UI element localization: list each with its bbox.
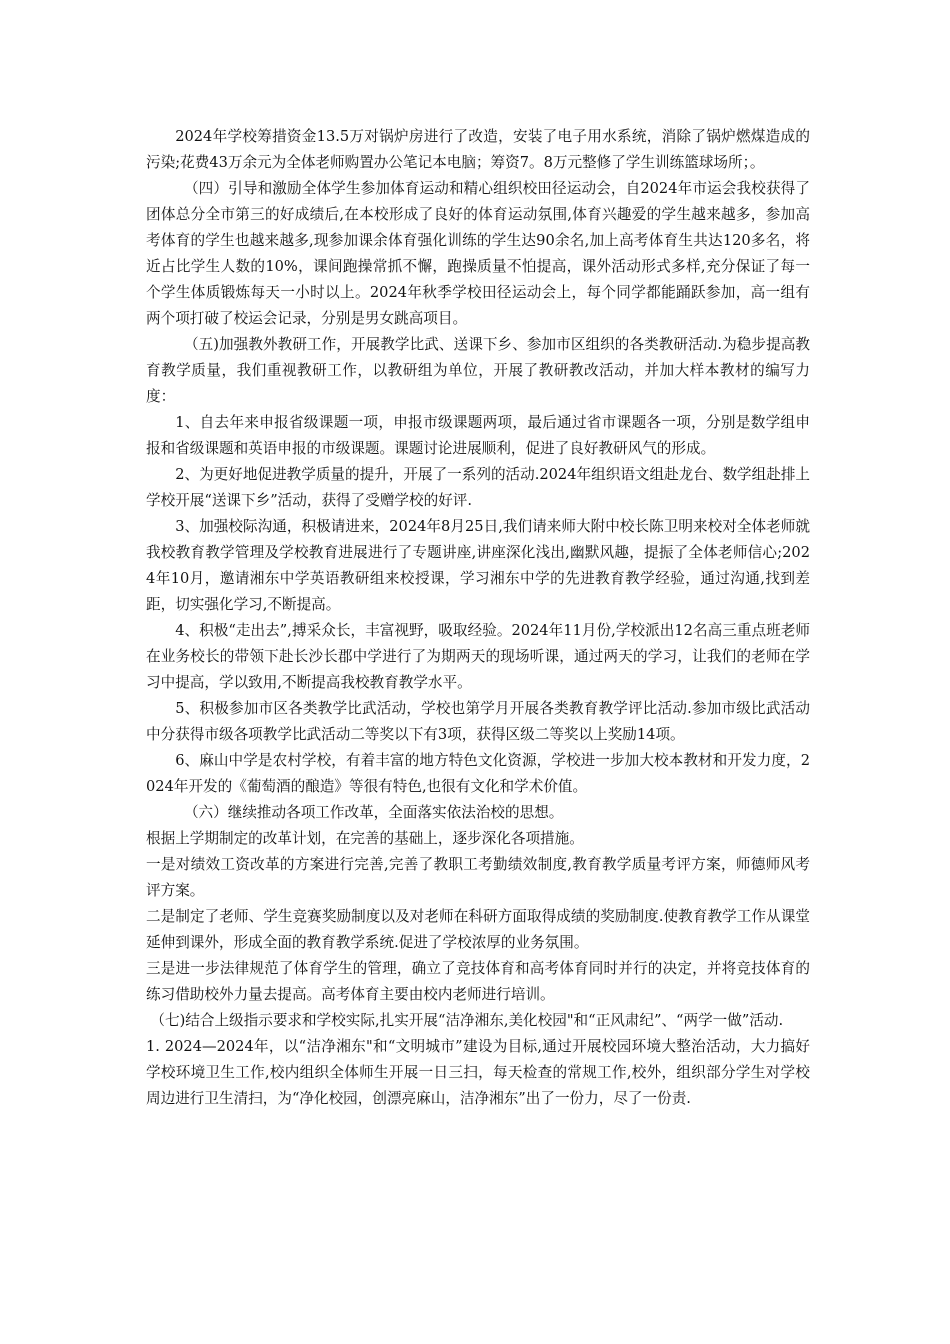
paragraph-reform-1: 一是对绩效工资改革的方案进行完善,完善了教职工考勤绩效制度,教育教学质量考评方案，师德师风考评方案。 <box>146 856 810 899</box>
paragraph-teaching-research: （五)加强教外教研工作，开展教学比武、送课下乡、参加市区组织的各类教研活动.为稳步提高教育教学质量，我们重视教研工作，以教研组为单位，开展了教研教改活动，并加大样本教材的编写力度： <box>146 336 810 405</box>
paragraph-reform-3: 三是进一步法律规范了体育学生的管理，确立了竞技体育和高考体育同时并行的决定，并将竞技体育的练习借助校外力量去提高。高考体育主要由校内老师进行培训。 <box>146 960 810 1003</box>
paragraph-reform-intro: 根据上学期制定的改革计划，在完善的基础上，逐步深化各项措施。 <box>146 830 584 847</box>
paragraph-facilities: 2024年学校筹措资金13.5万对锅炉房进行了改造，安装了电子用水系统，消除了锅炉燃煤造成的污染;花费43万余元为全体老师购置办公笔记本电脑；筹资7。8万元整修了学生训练篮球场所；。 <box>146 128 810 171</box>
document-page <box>146 124 810 1112</box>
paragraph-item-5: 5、积极参加市区各类教学比武活动，学校也第学月开展各类教育教学评比活动.参加市级比武活动中分获得市级各项教学比武活动二等奖以下有3项，获得区级二等奖以上奖励14项。 <box>146 700 810 743</box>
paragraph-reform-heading: （六）继续推动各项工作改革，全面落实依法治校的思想。 <box>183 804 564 821</box>
paragraph-item-6: 6、麻山中学是农村学校，有着丰富的地方特色文化资源，学校进一步加大校本教材和开发力度，2024年开发的《葡萄酒的酿造》等很有特色,也很有文化和学术价值。 <box>146 752 810 795</box>
paragraph-item-4: 4、积极“走出去”,搏采众长，丰富视野，吸取经验。2024年11月份,学校派出12名高三重点班老师在业务校长的带领下赴长沙长郡中学进行了为期两天的现场听课，通过两天的学习，让我们的老师在学习中提高，学以致用,不断提高我校教育教学水平。 <box>146 622 810 691</box>
paragraph-campaign-heading: （七)结合上级指示要求和学校实际,扎实开展“洁净湘东,美化校园"和“正风肃纪”、“两学一做”活动. <box>150 1012 784 1029</box>
paragraph-sports: （四）引导和激励全体学生参加体育运动和精心组织校田径运动会，自2024年市运会我校获得了团体总分全市第三的好成绩后,在本校形成了良好的体育运动氛围,体育兴趣爱的学生越来越多，参加高考体育的学生也越来越多,现参加课余体育强化训练的学生达90余名,加上高考体育生共达120多名，将近占比学生人数的10%，课间跑操常抓不懈，跑操质量不怕提高，课外活动形式多样,充分保证了每一个学生体质锻炼每天一小时以上。2024年秋季学校田径运动会上，每个同学都能踊跃参加，高一组有两个项打破了校运会记录，分别是男女跳高项目。 <box>146 180 810 327</box>
paragraph-item-3: 3、加强校际沟通，积极请进来，2024年8月25日,我们请来师大附中校长陈卫明来校对全体老师就我校教育教学管理及学校教育进展进行了专题讲座,讲座深化浅出,幽默风趣，提振了全体老师信心;2024年10月，邀请湘东中学英语教研组来校授课，学习湘东中学的先进教育教学经验，通过沟通,找到差距，切实强化学习,不断提高。 <box>146 518 810 613</box>
paragraph-reform-2: 二是制定了老师、学生竞赛奖励制度以及对老师在科研方面取得成绩的奖励制度.使教育教学工作从课堂延伸到课外，形成全面的教育教学系统.促进了学校浓厚的业务氛围。 <box>146 908 810 951</box>
paragraph-campaign-1: 1. 2024—2024年，以“洁净湘东"和“文明城市”建设为目标,通过开展校园环境大整治活动，大力搞好学校环境卫生工作,校内组织全体师生开展一日三扫，每天检查的常规工作,校外，组织部分学生对学校周边进行卫生清扫，为“净化校园，创漂亮麻山，洁净湘东”出了一份力，尽了一份责. <box>146 1038 810 1107</box>
paragraph-item-1: 1、自去年来申报省级课题一项，申报市级课题两项，最后通过省市课题各一项，分别是数学组申报和省级课题和英语申报的市级课题。课题讨论进展顺利，促进了良好教研风气的形成。 <box>146 414 810 457</box>
paragraph-item-2: 2、为更好地促进教学质量的提升，开展了一系列的活动.2024年组织语文组赴龙台、数学组赴排上学校开展“送课下乡”活动，获得了受赠学校的好评. <box>146 466 811 509</box>
